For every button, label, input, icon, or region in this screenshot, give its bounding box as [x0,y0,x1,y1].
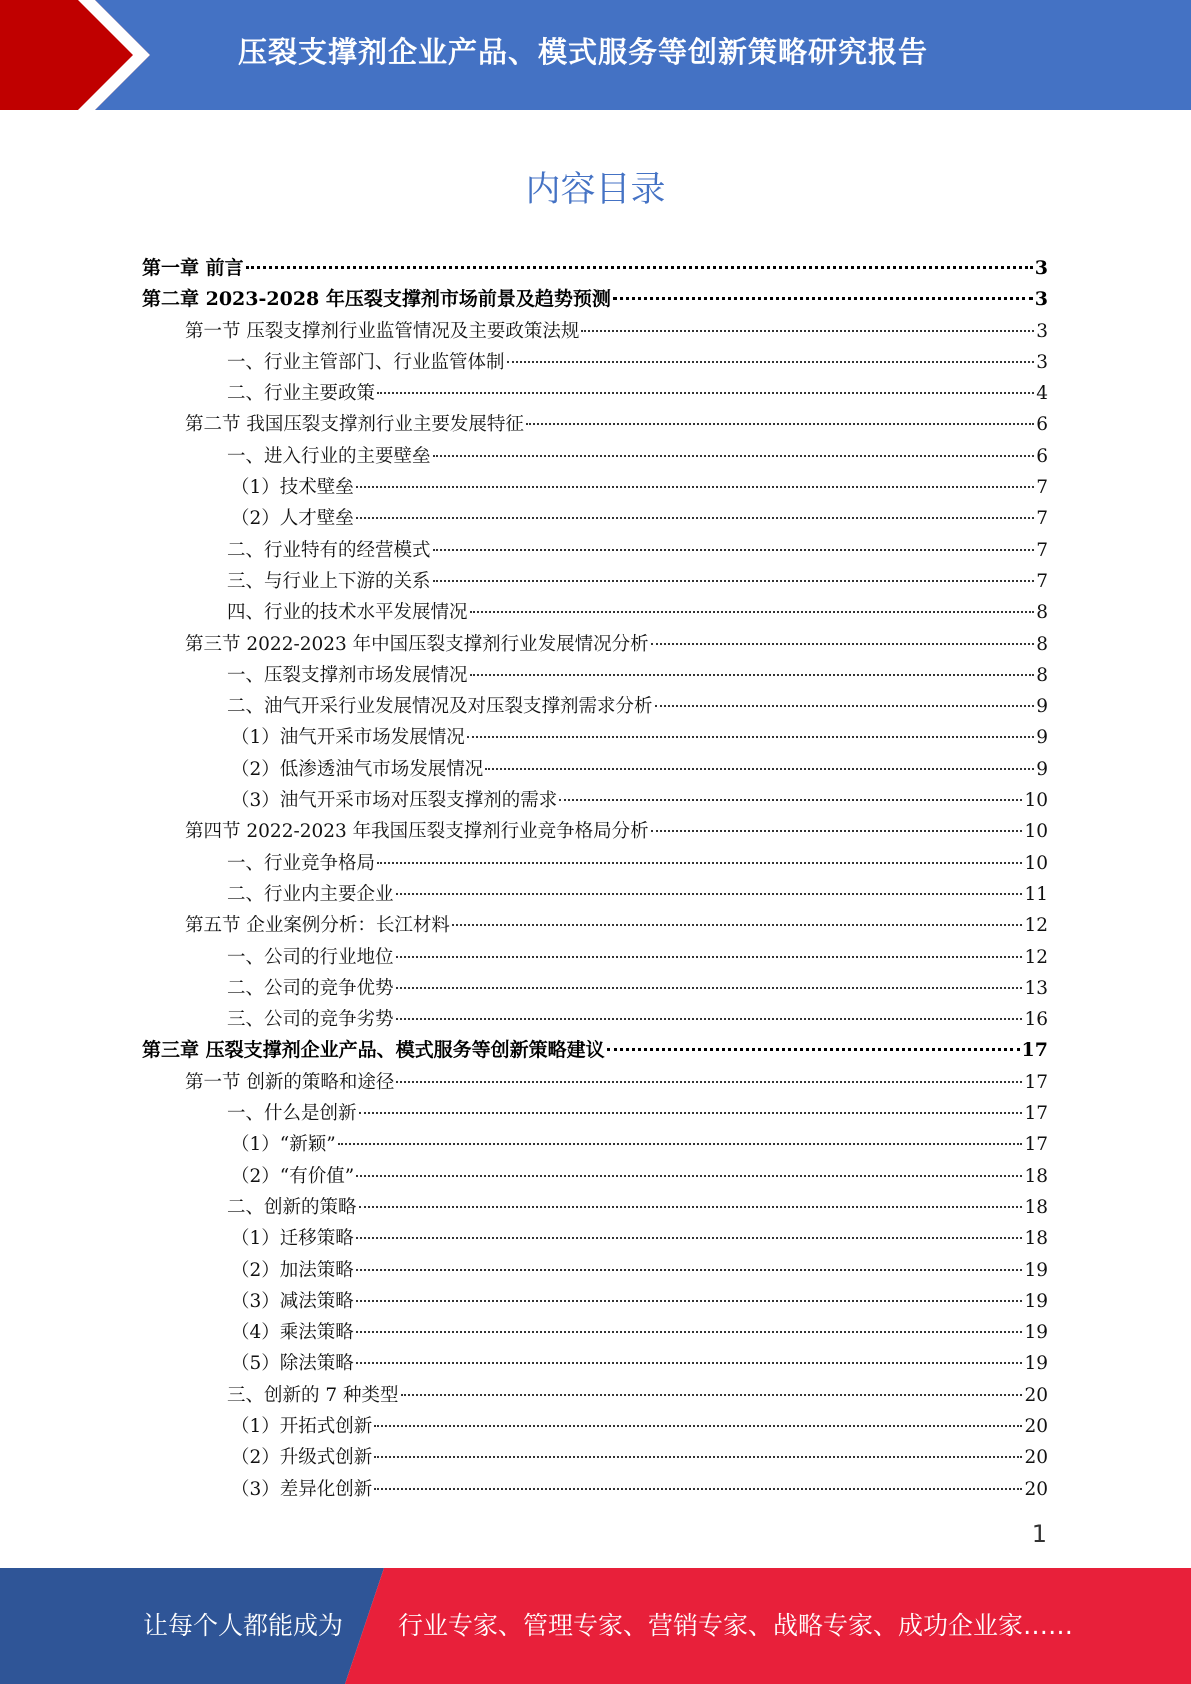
toc-dot-leader [246,266,1033,269]
toc-entry[interactable] [142,1161,1048,1192]
toc-entry-page: 7 [1036,570,1048,592]
toc-entry-page: 20 [1024,1384,1048,1406]
toc-entry[interactable] [142,253,1048,284]
toc-entry-title: 第二章 2023-2028 年压裂支撑剂市场前景及趋势预测 [142,288,611,311]
toc-dot-leader [485,768,1034,770]
toc-dot-leader [377,392,1034,394]
toc-entry[interactable] [142,441,1048,472]
toc-entry[interactable] [142,1035,1048,1066]
toc-entry[interactable] [142,284,1048,315]
toc-dot-leader [607,1048,1020,1051]
toc-entry[interactable] [142,629,1048,660]
toc-entry[interactable] [142,1255,1048,1286]
toc-dot-leader [470,674,1035,676]
toc-dot-leader [356,1300,1023,1302]
toc-entry-title: 第四节 2022-2023 年我国压裂支撑剂行业竞争格局分析 [185,821,649,843]
toc-dot-leader [374,1456,1022,1458]
toc-entry-page: 19 [1024,1353,1048,1375]
toc-entry[interactable] [142,1348,1048,1379]
toc-entry[interactable] [142,503,1048,534]
toc-dot-leader [356,517,1034,519]
toc-dot-leader [359,1112,1023,1114]
toc-entry-page: 18 [1024,1228,1048,1250]
table-of-contents [142,253,1048,1505]
toc-dot-leader [356,1331,1023,1333]
toc-dot-leader [467,736,1034,738]
toc-entry-title: 四、行业的技术水平发展情况 [227,602,468,624]
toc-entry[interactable] [142,535,1048,566]
toc-entry-title: 第一节 压裂支撑剂行业监管情况及主要政策法规 [185,320,580,342]
toc-dot-leader [433,455,1035,457]
toc-entry-page: 18 [1024,1165,1048,1187]
toc-entry-title: 三、与行业上下游的关系 [227,570,431,592]
toc-entry-page: 9 [1036,696,1048,718]
toc-dot-leader [526,423,1034,425]
toc-entry-page: 12 [1024,915,1048,937]
toc-heading: 内容目录 [525,170,666,210]
footer-slogan-left: 让每个人都能成为 [143,1611,344,1640]
toc-dot-leader [374,1425,1022,1427]
toc-dot-leader [396,893,1023,895]
toc-dot-leader [452,924,1023,926]
toc-entry[interactable] [142,1380,1048,1411]
toc-dot-leader [356,1175,1022,1177]
toc-entry[interactable] [142,973,1048,1004]
toc-entry-page: 7 [1036,539,1048,561]
header-banner [0,0,1191,110]
toc-entry-title: （5）除法策略 [231,1353,354,1375]
footer-banner [0,1568,1191,1684]
toc-entry-page: 17 [1021,1039,1048,1062]
toc-entry-page: 16 [1024,1009,1048,1031]
toc-entry[interactable] [142,910,1048,941]
toc-entry-page: 17 [1024,1071,1048,1093]
toc-dot-leader [359,1206,1023,1208]
toc-entry-page: 6 [1036,445,1048,467]
toc-entry-title: 一、行业主管部门、行业监管体制 [227,351,505,373]
toc-entry-title: 二、油气开采行业发展情况及对压裂支撑剂需求分析 [227,696,653,718]
toc-entry-page: 3 [1034,288,1048,311]
toc-entry[interactable] [142,1286,1048,1317]
toc-dot-leader [651,830,1023,832]
toc-entry-page: 7 [1036,508,1048,530]
toc-entry[interactable] [142,1004,1048,1035]
toc-dot-leader [655,705,1035,707]
toc-entry-title: 一、压裂支撑剂市场发展情况 [227,664,468,686]
toc-entry-page: 7 [1036,477,1048,499]
toc-entry[interactable] [142,1067,1048,1098]
toc-dot-leader [470,611,1035,613]
toc-dot-leader [338,1143,1023,1145]
toc-entry-title: （3）减法策略 [231,1290,354,1312]
toc-entry-title: （3）油气开采市场对压裂支撑剂的需求 [231,790,558,812]
toc-entry[interactable] [142,848,1048,879]
toc-entry[interactable] [142,785,1048,816]
toc-entry[interactable] [142,816,1048,847]
toc-entry-title: 二、行业主要政策 [227,383,376,405]
toc-entry-title: （1）迁移策略 [231,1228,354,1250]
toc-entry-title: 第二节 我国压裂支撑剂行业主要发展特征 [185,414,524,436]
toc-entry[interactable] [142,378,1048,409]
toc-entry-title: 二、公司的竞争优势 [227,977,394,999]
toc-entry-title: 一、公司的行业地位 [227,946,394,968]
toc-dot-leader [507,361,1035,363]
toc-entry-title: （1）油气开采市场发展情况 [231,727,465,749]
footer-slogan-right: 行业专家、管理专家、营销专家、战略专家、成功企业家…… [398,1611,1074,1640]
toc-entry-page: 19 [1024,1322,1048,1344]
toc-dot-leader [433,549,1035,551]
toc-dot-leader [651,643,1035,645]
toc-entry-page: 9 [1036,727,1048,749]
toc-entry-page: 10 [1024,790,1048,812]
toc-entry-title: （1）技术壁垒 [231,477,354,499]
toc-entry-page: 11 [1024,883,1048,905]
toc-entry[interactable] [142,1098,1048,1129]
toc-entry-title: 第三节 2022-2023 年中国压裂支撑剂行业发展情况分析 [185,633,649,655]
toc-entry[interactable] [142,566,1048,597]
toc-dot-leader [356,486,1034,488]
toc-entry-title: 第一节 创新的策略和途径 [185,1071,395,1093]
toc-entry-page: 6 [1036,414,1048,436]
toc-entry-page: 20 [1024,1447,1048,1469]
toc-dot-leader [377,862,1022,864]
toc-entry-title: 一、什么是创新 [227,1103,357,1125]
toc-entry[interactable] [142,347,1048,378]
toc-dot-leader [396,987,1023,989]
toc-entry-title: 二、行业特有的经营模式 [227,539,431,561]
toc-entry-page: 19 [1024,1290,1048,1312]
toc-entry-page: 17 [1024,1103,1048,1125]
toc-entry-page: 8 [1036,633,1048,655]
toc-entry[interactable] [142,1129,1048,1160]
toc-entry[interactable] [142,691,1048,722]
toc-entry[interactable] [142,409,1048,440]
toc-entry-title: （2）人才壁垒 [231,508,354,530]
toc-entry[interactable] [142,472,1048,503]
toc-entry-title: （2）低渗透油气市场发展情况 [231,758,484,780]
toc-entry-title: 第三章 压裂支撑剂企业产品、模式服务等创新策略建议 [142,1039,605,1062]
toc-entry-page: 10 [1024,821,1048,843]
toc-dot-leader [356,1237,1023,1239]
report-title: 压裂支撑剂企业产品、模式服务等创新策略研究报告 [238,35,929,69]
toc-entry-page: 12 [1024,946,1048,968]
toc-entry-title: （2）“有价值” [231,1165,355,1187]
toc-entry-title: 第五节 企业案例分析：长江材料 [185,915,450,937]
toc-dot-leader [613,297,1033,300]
toc-entry-page: 3 [1036,351,1048,373]
page-number: 1 [1031,1520,1047,1548]
toc-entry-page: 8 [1036,602,1048,624]
toc-dot-leader [374,1488,1022,1490]
toc-dot-leader [559,799,1022,801]
toc-entry[interactable] [142,1317,1048,1348]
toc-dot-leader [356,1362,1023,1364]
toc-dot-leader [396,1081,1022,1083]
toc-entry-page: 20 [1024,1415,1048,1437]
toc-entry-page: 4 [1036,383,1048,405]
toc-entry[interactable] [142,316,1048,347]
toc-entry[interactable] [142,722,1048,753]
toc-entry-page: 9 [1036,758,1048,780]
toc-entry-title: 一、进入行业的主要壁垒 [227,445,431,467]
toc-entry-title: （4）乘法策略 [231,1322,354,1344]
toc-entry-title: 二、创新的策略 [227,1196,357,1218]
toc-entry-title: （1）开拓式创新 [231,1415,373,1437]
toc-entry-page: 8 [1036,664,1048,686]
toc-entry-title: 三、公司的竞争劣势 [227,1009,394,1031]
toc-entry-page: 13 [1024,977,1048,999]
toc-entry-title: （2）升级式创新 [231,1447,373,1469]
toc-entry-page: 20 [1024,1478,1048,1500]
toc-entry[interactable] [142,1192,1048,1223]
toc-entry[interactable] [142,942,1048,973]
toc-entry[interactable] [142,754,1048,785]
toc-entry[interactable] [142,1411,1048,1442]
toc-entry-page: 3 [1034,257,1048,279]
toc-entry-title: （3）差异化创新 [231,1478,373,1500]
toc-entry-title: （2）加法策略 [231,1259,354,1281]
toc-entry-title: 一、行业竞争格局 [227,852,376,874]
toc-dot-leader [401,1394,1023,1396]
toc-entry-title: 第一章 前言 [142,257,244,279]
toc-entry[interactable] [142,1223,1048,1254]
toc-entry-page: 19 [1024,1259,1048,1281]
toc-entry[interactable] [142,879,1048,910]
toc-dot-leader [356,1269,1023,1271]
toc-entry[interactable] [142,660,1048,691]
toc-entry[interactable] [142,1474,1048,1505]
toc-dot-leader [581,330,1034,332]
toc-entry[interactable] [142,597,1048,628]
toc-dot-leader [396,1018,1023,1020]
toc-entry-title: 三、创新的 7 种类型 [227,1384,399,1406]
toc-entry-page: 17 [1024,1134,1048,1156]
toc-entry-page: 10 [1024,852,1048,874]
toc-dot-leader [396,956,1023,958]
toc-entry-title: 二、行业内主要企业 [227,883,394,905]
toc-entry[interactable] [142,1442,1048,1473]
toc-entry-page: 18 [1024,1196,1048,1218]
toc-entry-title: （1）“新颖” [231,1134,336,1156]
toc-entry-page: 3 [1036,320,1048,342]
toc-dot-leader [433,580,1035,582]
